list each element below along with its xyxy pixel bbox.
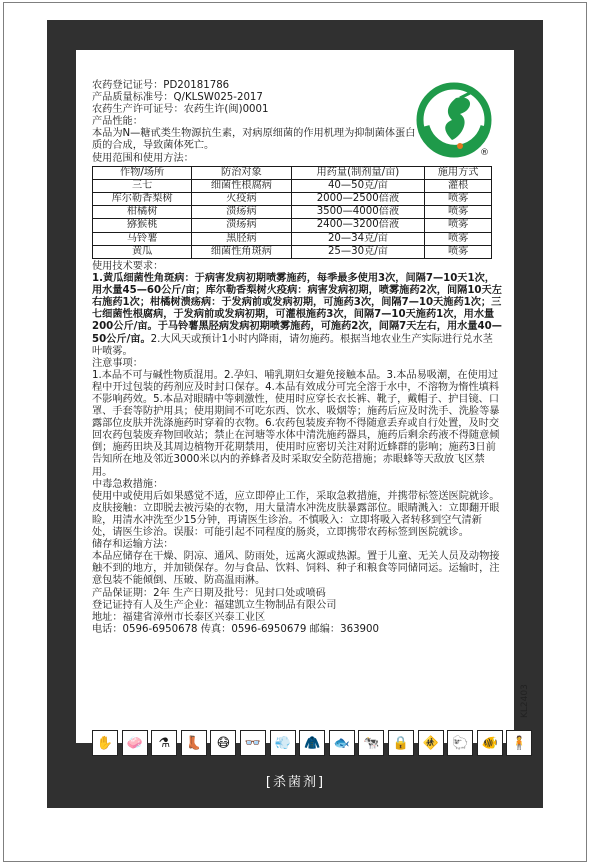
registration-cert: 农药登记证号：PD20181786	[92, 80, 230, 91]
cautions-text: 1.本品不可与碱性物质混用。2.孕妇、哺乳期妇女避免接触本品。3.本品易吸潮，在使用过程中开过包装的药剂应及时封口保存。4.本品有效成分可完全溶于水中，不溶物为惰性填料不影响药效。5.本品对眼睛中等刺激性，使用时应穿长衣长裤、靴子，戴帽子、护目镜、口罩、手套等防护用具；使用期间不可吃东西、饮水、吸烟等；施药后应及时洗手、洗脸等暴露部位皮肤并洗涤施药时穿着的衣物。6.农药包装废弃物不得随意丢弃或自行处置，及时交回农药包装废弃物回收站；禁止在河塘等水体中清洗施药器具，施药后剩余药液不得随意倾倒；施药田块及其周边植物开花期禁用，使用时应密切关注对附近蜂群的影响；施药3日前告知所在地及邻近3000米以内的养蜂者及时采取安全防范措施；赤眼蜂等天敌放飞区禁用。	[92, 369, 500, 478]
usage-col-dosage: 用药量(制剂量/亩)	[291, 166, 425, 179]
table-row	[93, 232, 492, 245]
usage-table	[92, 166, 492, 259]
table-cell: 库尔勒香梨树	[93, 193, 192, 206]
wash-hands-icon: 🧼	[122, 730, 148, 756]
performance-heading: 产品性能：	[92, 116, 143, 128]
usage-col-method: 施用方式	[425, 166, 492, 179]
label-content	[92, 80, 502, 636]
goggles-icon: 👓	[240, 730, 266, 756]
poisoning-text: 使用中或使用后如果感觉不适，应立即停止工作，采取急救措施，并携带标签送医院就诊。皮肤接触：立即脱去被污染的衣物，用大量清水冲洗皮肤暴露部位。眼睛溅入：立即翻开眼睑，用清水冲洗至少15分钟，再请医生诊治。不慎吸入：立即将吸入者转移到空气清新处，请医生诊治。误服：可能引起不同程度的肠炎，立即携带农药标签到医院就诊。	[92, 490, 500, 539]
table-cell: 黑胫病	[192, 232, 291, 245]
table-cell: 溃疡病	[192, 219, 291, 232]
table-cell: 马铃薯	[93, 232, 192, 245]
table-cell: 细菌性角斑病	[192, 245, 291, 258]
table-cell: 喷雾	[425, 232, 492, 245]
safety-pictograms	[92, 730, 532, 756]
company-holder: 登记证持有人及生产企业：福建凯立生物制品有限公司	[92, 599, 337, 611]
table-cell: 2000—2500倍液	[291, 193, 425, 206]
table-cell: 喷雾	[425, 206, 492, 219]
table-cell: 灌根	[425, 179, 492, 192]
registered-mark: ®	[480, 148, 489, 158]
table-row	[93, 193, 492, 206]
gloves-icon: ✋	[92, 730, 118, 756]
technique-normal-text: 2.大风天或预计1小时内降雨，请勿施药。根据当地农业生产实际进行兑水茎叶喷雾。	[92, 333, 493, 357]
table-cell: 20—34克/亩	[291, 232, 425, 245]
no-children-icon: 🚸	[418, 730, 444, 756]
cautions-heading: 注意事项：	[92, 357, 143, 369]
table-cell: 喷雾	[425, 245, 492, 258]
face-mask-icon: 😷	[210, 730, 236, 756]
table-cell: 喷雾	[425, 219, 492, 232]
protective-suit-icon: 🧥	[299, 730, 325, 756]
table-cell: 柑橘树	[93, 206, 192, 219]
mixing-icon: ⚗	[151, 730, 177, 756]
table-cell: 25—30克/亩	[291, 245, 425, 258]
table-cell: 细菌性根腐病	[192, 179, 291, 192]
keep-locked-icon: 🔒	[388, 730, 414, 756]
technique-bold-text: 1.黄瓜细菌性角斑病：于病害发病初期喷雾施药，每季最多使用3次，间隔7—10天1次，用水量45—60公斤/亩；库尔勒香梨树火疫病：病害发病初期，喷雾施药2次，间隔10天左右施药1次；柑橘树溃疡病：于发病前或发病初期，可施药3次，间隔7—10天施药1次；三七细菌性根腐病，于发病前或发病初期，可灌根施药3次，间隔7—10天施药1次，用水量200公斤/亩。于马铃薯黑胫病发病初期喷雾施药，可施药2次，间隔7天左右，用水量40—50公斤/亩。	[92, 273, 502, 345]
table-cell: 喷雾	[425, 193, 492, 206]
technique-heading: 使用技术要求：	[92, 260, 164, 272]
left-dark-border	[47, 20, 76, 808]
table-cell: 2400—3200倍液	[291, 219, 425, 232]
shelf-life: 产品保证期：2年 生产日期及批号：见封口处或喷码	[92, 587, 326, 599]
usage-heading: 使用范围和使用方法：	[92, 152, 194, 164]
company-address: 地址：福建省漳州市长泰区兴泰工业区	[92, 611, 266, 623]
performance-text: 本品为N—糖甙类生物源抗生素，对病原细菌的作用机理为抑制菌体蛋白质的合成，导致菌体死亡。	[92, 128, 416, 152]
worker-icon: 🧍	[506, 730, 532, 756]
table-cell: 黄瓜	[93, 245, 192, 258]
harmful-fish-icon: 🐠	[477, 730, 503, 756]
table-cell: 三七	[93, 179, 192, 192]
technique-text	[92, 273, 502, 358]
company-contact: 电话：0596-6950678 传真：0596-6950679 邮编：363900	[92, 623, 379, 635]
toxic-to-fish-icon: 🐟	[329, 730, 355, 756]
production-license: 农药生产许可证号：农药生许(闽)0001	[92, 104, 269, 116]
table-cell: 猕猴桃	[93, 219, 192, 232]
spray-icon: 💨	[270, 730, 296, 756]
storage-text: 本品应储存在干燥、阴凉、通风、防雨处，远离火源或热源。置于儿童、无关人员及动物接触不到的地方，并加锁保存。勿与食品、饮料、饲料、种子和粮食等同储同运。运输时，注意包装不能倾倒、压破、防高温雨淋。	[92, 551, 500, 587]
storage-heading: 储存和运输方法：	[92, 539, 174, 551]
table-cell: 3500—4000倍液	[291, 206, 425, 219]
usage-col-crop: 作物/场所	[93, 166, 192, 179]
table-row	[93, 245, 492, 258]
poisoning-heading: 中毒急救措施：	[92, 478, 164, 490]
top-dark-border	[47, 20, 543, 50]
batch-code: KL2403	[520, 684, 530, 718]
table-row	[93, 206, 492, 219]
product-category: [杀菌剂]	[265, 775, 326, 790]
table-cell: 火疫病	[192, 193, 291, 206]
table-row	[93, 219, 492, 232]
usage-col-target: 防治对象	[192, 166, 291, 179]
table-cell: 40—50克/亩	[291, 179, 425, 192]
toxic-to-animals-icon: 🐄	[358, 730, 384, 756]
table-cell: 溃疡病	[192, 206, 291, 219]
quality-standard: 产品质量标准号：Q/KLSW025-2017	[92, 92, 263, 104]
boots-icon: 👢	[181, 730, 207, 756]
table-row	[93, 179, 492, 192]
harmful-livestock-icon: 🐑	[447, 730, 473, 756]
